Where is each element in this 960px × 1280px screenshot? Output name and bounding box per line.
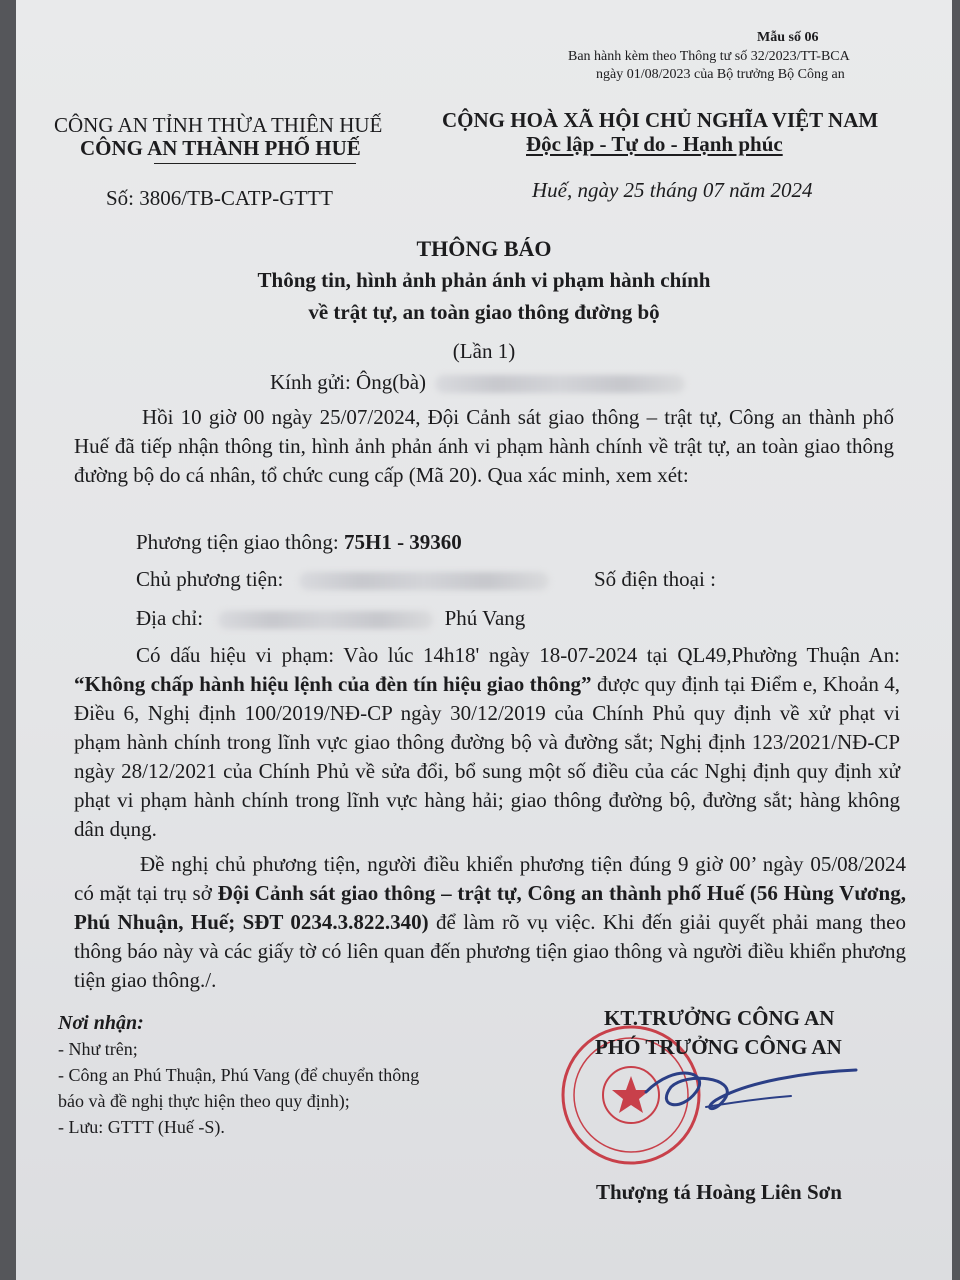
recipient-item: báo và đề nghị thực hiện theo quy định); [58,1091,350,1111]
signer-name: Thượng tá Hoàng Liên Sơn [596,1180,842,1204]
document-subtitle-2: về trật tự, an toàn giao thông đường bộ [308,300,660,324]
handwritten-signature [616,1052,876,1142]
request-suffix: để làm rõ vụ việc. Khi đến giải quyết phải mang theo thông báo này và các giấy tờ có liên quan đến phương tiện giao thông và người điều khiển phương tiện giao thông./. [74,910,907,992]
violation-prefix: Có dấu hiệu vi phạm: Vào lúc 14h18' ngày 18-07-2024 tại QL49,Phường Thuận An: [136,643,900,667]
violation-paragraph [74,641,900,844]
redacted-owner [299,572,549,590]
request-prefix: Đề nghị chủ phương tiện, người điều khiển phương tiện đúng 9 giờ 00’ ngày 05/08/2024 có mặt tại trụ sở [74,852,906,905]
document-subtitle-1: Thông tin, hình ảnh phản ánh vi phạm hành chính [257,268,711,292]
recipient-item: - Lưu: GTTT (Huế -S). [58,1117,225,1137]
request-paragraph [74,850,906,995]
signature-title-2: PHÓ TRƯỞNG CÔNG AN [595,1035,842,1059]
redacted-name [435,375,685,393]
document-title: THÔNG BÁO [416,236,552,261]
violation-suffix: được quy định tại Điểm e, Khoản 4, Điều 6, Nghị định 100/2019/NĐ-CP ngày 30/12/2019 của Chính Phủ quy định về xử phạt vi phạm hành chính trong lĩnh vực giao thông đường bộ và đường sắt; Nghị định 123/2021/NĐ-CP ngày 28/12/2021 của Chính Phủ về sửa đổi, bổ sung một số điều của các Nghị định quy định xử phạt vi phạm hành chính trong lĩnh vực hàng hải; giao thông đường bộ, đường sắt; hàng không dân dụng. [74,672,900,841]
recipient-item: - Như trên; [58,1039,138,1059]
address-value: Phú Vang [444,606,526,630]
agency-parent: CÔNG AN TỈNH THỪA THIÊN HUẾ [54,113,383,137]
vehicle-label: Phương tiện giao thông: [136,530,344,554]
vehicle-plate: 75H1 - 39360 [343,530,462,554]
addressee-label: Kính gửi: Ông(bà) [270,370,427,394]
phone-label: Số điện thoại : [594,567,716,591]
recipient-item: - Công an Phú Thuận, Phú Vang (để chuyển thông [58,1065,420,1085]
addressee [270,368,685,397]
intro-paragraph: Hồi 10 giờ 00 ngày 25/07/2024, Đội Cảnh sát giao thông – trật tự, Công an thành phố Huế đã tiếp nhận thông tin, hình ảnh phản ánh vi phạm hành chính về trật tự, an toàn giao thông đường bộ do cá nhân, tổ chức cung cấp (Mã 20). Qua xác minh, xem xét: [74,405,894,487]
address-label: Địa chỉ: [136,606,204,630]
address-line [136,604,525,633]
form-number: Mẫu số 06 [757,30,819,45]
form-issued-line-1: Ban hành kèm theo Thông tư số 32/2023/TT-BCA [568,49,850,64]
recipients-block [58,1010,419,1140]
agency-underline [154,163,356,164]
recipients-title: Nơi nhận: [58,1012,144,1034]
document-page [16,0,952,1280]
vehicle-line [136,528,462,557]
notice-count: (Lần 1) [452,339,516,363]
nation-name: CỘNG HOÀ XÃ HỘI CHỦ NGHĨA VIỆT NAM [442,108,879,132]
request-office: Đội Cảnh sát giao thông – trật tự, Công an thành phố Huế (56 Hùng Vương, Phú Nhuận, Huế; SĐT 0234.3.822.340) [74,881,906,934]
violation-name: “Không chấp hành hiệu lệnh của đèn tín hiệu giao thông” [74,672,592,696]
nation-motto: Độc lập - Tự do - Hạnh phúc [526,132,783,156]
owner-label: Chủ phương tiện: [136,567,284,591]
document-ref: Số: 3806/TB-CATP-GTTT [106,186,333,210]
issue-date: Huế, ngày 25 tháng 07 năm 2024 [532,178,813,202]
agency-name: CÔNG AN THÀNH PHỐ HUẾ [80,136,361,160]
owner-line [136,565,549,594]
redacted-address [218,611,433,629]
form-issued-line-2: ngày 01/08/2023 của Bộ trưởng Bộ Công an [596,67,845,82]
signature-title-1: KT.TRƯỞNG CÔNG AN [604,1006,835,1030]
